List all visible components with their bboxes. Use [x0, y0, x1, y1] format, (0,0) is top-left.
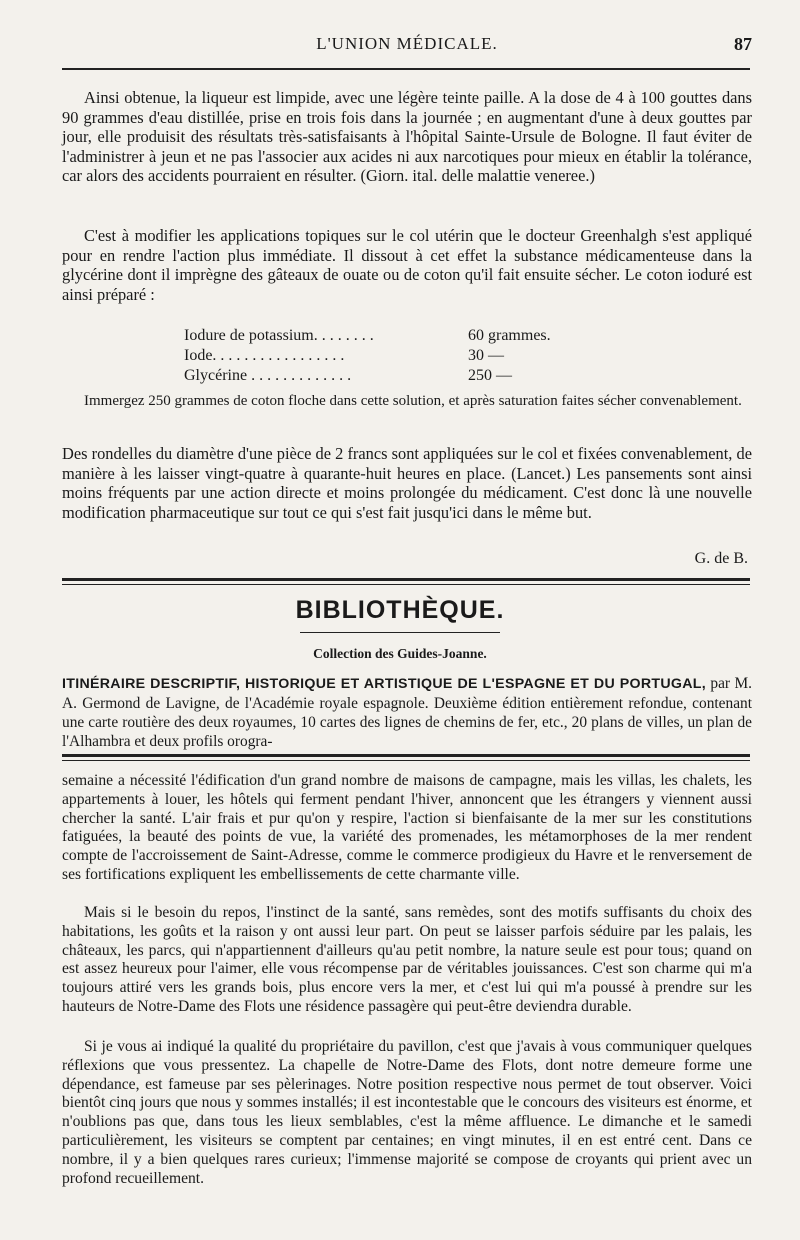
journal-title: L'UNION MÉDICALE.	[316, 34, 498, 53]
section-rule-bottom	[62, 754, 750, 757]
ingredient-amount: 60 grammes.	[468, 327, 551, 344]
bibliography-heading: BIBLIOTHÈQUE.	[295, 596, 505, 624]
recipe-row	[184, 366, 564, 386]
recipe-table	[184, 326, 564, 386]
header-rule	[62, 68, 750, 70]
author-signature: G. de B.	[694, 550, 748, 567]
recipe-row	[184, 326, 564, 346]
paragraph-liqueur: Ainsi obtenue, la liqueur est limpide, avec une légère teinte paille. A la dose de 4 à 100 gouttes dans 90 grammes d'eau distillée, prise en trois fois dans la journée ; en augmentant d'une à deux gouttes par jour, elle produisit des résultats très-satisfaisants à l'hôpital Sainte-Ursule de Bologne. Il faut éviter de l'administrer à jeun et ne pas l'associer aux acides ni aux narcotiques pour mieux en établir la tolérance, car alors des accidents pourraient en résulter. (Giorn. ital. delle malattie veneree.)	[62, 88, 752, 186]
paragraph-greenhalgh: C'est à modifier les applications topiques sur le col utérin que le docteur Greenhalgh s'est appliqué pour en rendre l'action plus immédiate. Il dissout à cet effet la substance médicamenteuse dans la glycérine dont il imprègne des gâteaux de ouate ou de coton qu'il fait ensuite sécher. Le coton ioduré est ainsi préparé :	[62, 226, 752, 304]
collection-title: Collection des Guides-Joanne.	[313, 646, 487, 661]
ingredient-name: Iode. . . . . . . . . . . . . . . . .	[184, 347, 345, 364]
entry-description: par M. A. Germond de Lavigne, de l'Académie royale espagnole. Deuxième édition entièrement refondue, contenant une carte routière des deux royaumes, 10 cartes des lignes de chemins de fer, etc., 20 plans de villes, un plan de l'Alhambra et deux profils orogra-	[62, 675, 752, 750]
paragraph-villas: semaine a nécessité l'édification d'un grand nombre de maisons de campagne, mais les villas, les chalets, les appartements à louer, les hôtels qui ferment pendant l'hiver, annoncent que les étrangers y viennent aussi chercher la santé. L'air frais et pur qu'on y respire, l'action si bienfaisante de la mer sur les constitutions fatiguées, la beauté des points de vue, la variété des promenades, les métamorphoses de la mer rendent compte de l'accroissement de Saint-Adresse, comme le commerce prodigieux du Havre et le renversement de ses fortifications expliquent les embellissements de cette charmante ville.	[62, 772, 752, 883]
entry-title: ITINÉRAIRE DESCRIPTIF, HISTORIQUE ET ARTISTIQUE DE L'ESPAGNE ET DU PORTUGAL,	[62, 676, 707, 692]
bibliography-entry	[62, 674, 752, 751]
paragraph-rondelles: Des rondelles du diamètre d'une pièce de 2 francs sont appliquées sur le col et fixées convenablement, de manière à les laisser vingt-quatre à quarante-huit heures en place. (Lancet.) Les pansements sont ainsi moins fréquents par une action directe et moins prolongée du médicament. C'est donc là une nouvelle modification pharmaceutique sur tout ce qui s'est fait jusqu'ici dans le même but.	[62, 444, 752, 522]
recipe-row	[184, 346, 564, 366]
page-header	[62, 34, 752, 58]
ingredient-amount: 250 —	[468, 367, 512, 384]
section-rule-top	[62, 578, 750, 581]
heading-underline	[300, 632, 500, 633]
page-number: 87	[734, 34, 752, 54]
section-rule-thin	[62, 584, 750, 585]
ingredient-amount: 30 —	[468, 347, 504, 364]
paragraph-repos: Mais si le besoin du repos, l'instinct de la santé, sans remèdes, sont des motifs suffisants du choix des habitations, les goûts et la raison y ont aussi leur part. On peut se laisser parfois séduire par les palais, les châteaux, les parcs, qui n'appartiennent d'ailleurs qu'au petit nombre, la nature seule est pour tous; quand on est assez heureux pour l'aimer, elle vous récompense par de véritables jouissances. C'est son charme qui m'a toujours attiré vers les grands bois, plus encore vers la mer, et c'est lui qui m'a poussé à prendre sur les hauteurs de Notre-Dame des Flots une résidence passagère qui peut-être deviendra durable.	[62, 904, 752, 1015]
section-rule-bottom-thin	[62, 760, 750, 761]
ingredient-name: Iodure de potassium. . . . . . . .	[184, 327, 374, 344]
recipe-note: Immergez 250 grammes de coton floche dans cette solution, et après saturation faites sécher convenablement.	[84, 393, 742, 409]
paragraph-chapelle: Si je vous ai indiqué la qualité du propriétaire du pavillon, c'est que j'avais à vous communiquer quelques réflexions que vous pressentez. La chapelle de Notre-Dame des Flots, dont notre demeure forme une dépendance, est fameuse par ses pèlerinages. Notre position respective nous permet de tout observer. Voici bientôt cinq jours que nous y sommes installés; il est incontestable que le concours des visiteurs est énorme, et n'oublions pas que, dans tous les lieux semblables, c'est la même affluence. Le dimanche et le samedi particulièrement, les visiteurs se comptent par centaines; en vingt minutes, il en est entré cent. Dans ce nombre, il y a bien quelques rares curieux; l'immense majorité se compose de croyants qui prient avec un profond recueillement.	[62, 1038, 752, 1187]
ingredient-name: Glycérine . . . . . . . . . . . . .	[184, 367, 352, 384]
